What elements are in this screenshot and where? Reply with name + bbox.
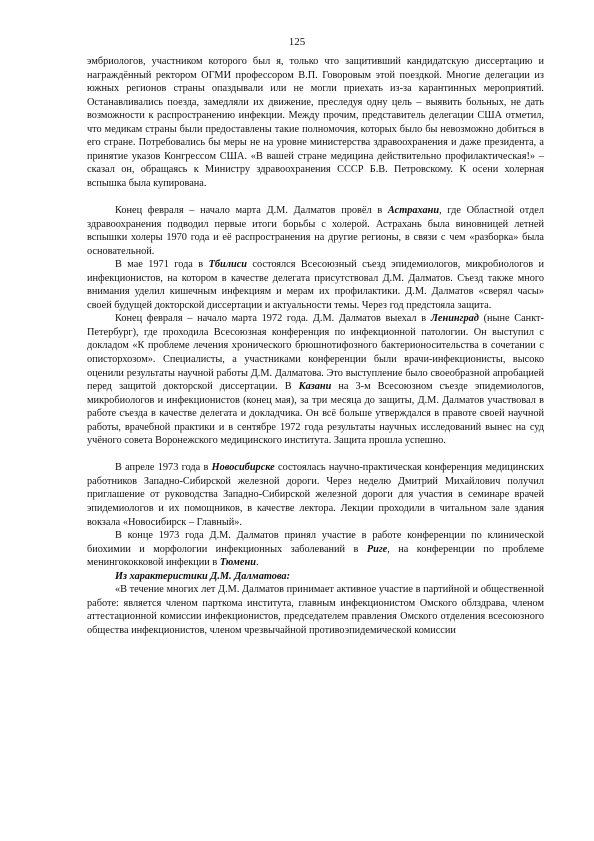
paragraph-gap (87, 448, 544, 462)
paragraph-gap (87, 190, 544, 204)
paragraph-text: , на конференции по проблеме менингококковой инфекции в (87, 543, 544, 569)
city-name: Астрахани (387, 204, 440, 216)
paragraph-astrakhan (87, 204, 544, 258)
paragraph-leningrad (87, 312, 544, 447)
paragraph-text: . (255, 557, 259, 569)
city-name: Новосибирске (211, 462, 275, 474)
characteristic-quote: «В течение многих лет Д.М. Далматов принимает активное участие в партийной и общественной работе: является членом парткома института, главным инфекционистом Омского облздрава, членом аттестационной комиссии инфекционистов, председателем правления Омского отделения всесоюзного общества инфекционистов, членом чрезвычайной противоэпидемической комиссии (87, 584, 544, 636)
paragraph-novosibirsk (87, 461, 544, 529)
paragraph-text: , где Областной отдел здравоохранения подводил первые итоги борьбы с холерой. Астрахань была виновницей летней вспышки холеры 1970 года и её распространения на другие регионы, в связи с чем «разборка» была основательной. (87, 204, 545, 257)
paragraph-text: Конец февраля – начало марта 1972 года. Д.М. Далматов выехал в (115, 313, 431, 325)
page-body (87, 55, 544, 637)
city-name: Казани (298, 381, 332, 393)
page-number: 125 (288, 36, 306, 48)
city-name: Тбилиси (208, 259, 248, 271)
paragraph-text: состоялся Всесоюзный съезд эпидемиологов, микробиологов и инфекционистов, на котором в качестве делегата присутствовал Д.М. Далматов. Съезд также много внимания уделил кишечным инфекциям и мерам их профилактики. Д.М. Далматов «сверял часы» своей будущей докторской диссертации и актуальности темы. Через год предстояла защита. (87, 259, 544, 311)
paragraph-text: В апреле 1973 года в (115, 462, 212, 474)
paragraph-text: Конец февраля – начало марта Д.М. Далматов провёл в (115, 204, 388, 216)
paragraph-text: состоялась научно-практическая конференция медицинских работников Западно-Сибирской железной дороги. Через неделю Дмитрий Михайлович получил приглашение от руководства Западно-Сибирской железной дороги для участия в семинаре врачей эпидемиологов и их помощников, в качестве лектора. Лекции проходили в читальном зале здания вокзала «Новосибирск – Главный». (87, 462, 544, 528)
paragraph-text: (ныне Санкт-Петербург), где проходила Всесоюзная конференция по инфекционной патологии. Он выступил с докладом «К проблеме лечения хронического брюшнотифозного бактерионосительства в сочетании с описторхозом». Специалисты, а участниками конференции были врачи-инфекционисты, высоко оценили результаты научной работы Д.М. Далматова. Это выступление было своеобразной апробацией перед защитой докторской диссертации. В (87, 313, 544, 393)
city-name: Ленинград (430, 313, 479, 325)
paragraph-1: эмбриологов, участником которого был я, только что защитивший кандидатскую диссертацию и награждённый ректором ОГМИ профессором В.П. Говоровым этой поездкой. Многие делегации из южных регионов страны опаздывали или не могли приехать из-за карантинных мероприятий. Останавливались поезда, замедляли их движение, преследуя одну цель – выявить больных, не дать возможности к распространению инфекции. Между прочим, представитель делегации США отметил, что медикам страны были предоставлены такие полномочия, которых было бы невозможно добиться в его стране. Потребовались бы меры не на уровне министерства здравоохранения и даже президента, а принятие указов Конгрессом США. «В вашей стране медицина действительно профилактическая!» – сказал он, обращаясь к Министру здравоохранения СССР Б.В. Петровскому. К осени холерная вспышка была купирована. (87, 56, 544, 189)
city-name: Тюмени (219, 557, 256, 569)
paragraph-text: на 3-м Всесоюзном съезде эпидемиологов, микробиологов и инфекционистов (конец мая), за три месяца до защиты, Д.М. Далматов участвовал в работе съезда в качестве делегата и докладчика. Он всё больше утверждался в правоте своей научной работы, врачебной практики и в сентябре 1972 года результаты научных исследований вынес на суд учёного совета Воронежского медицинского института. Защита прошла успешно. (87, 381, 544, 447)
paragraph-tbilisi (87, 258, 544, 312)
characteristic-heading: Из характеристики Д.М. Далматова: (115, 570, 290, 582)
paragraph-text: В конце 1973 года Д.М. Далматов принял участие в работе конференции по клинической биохимии и морфологии инфекционных заболеваний в (87, 530, 544, 555)
paragraph-riga (87, 529, 544, 570)
city-name: Риге (366, 543, 388, 555)
paragraph-text: В мае 1971 года в (115, 259, 209, 271)
